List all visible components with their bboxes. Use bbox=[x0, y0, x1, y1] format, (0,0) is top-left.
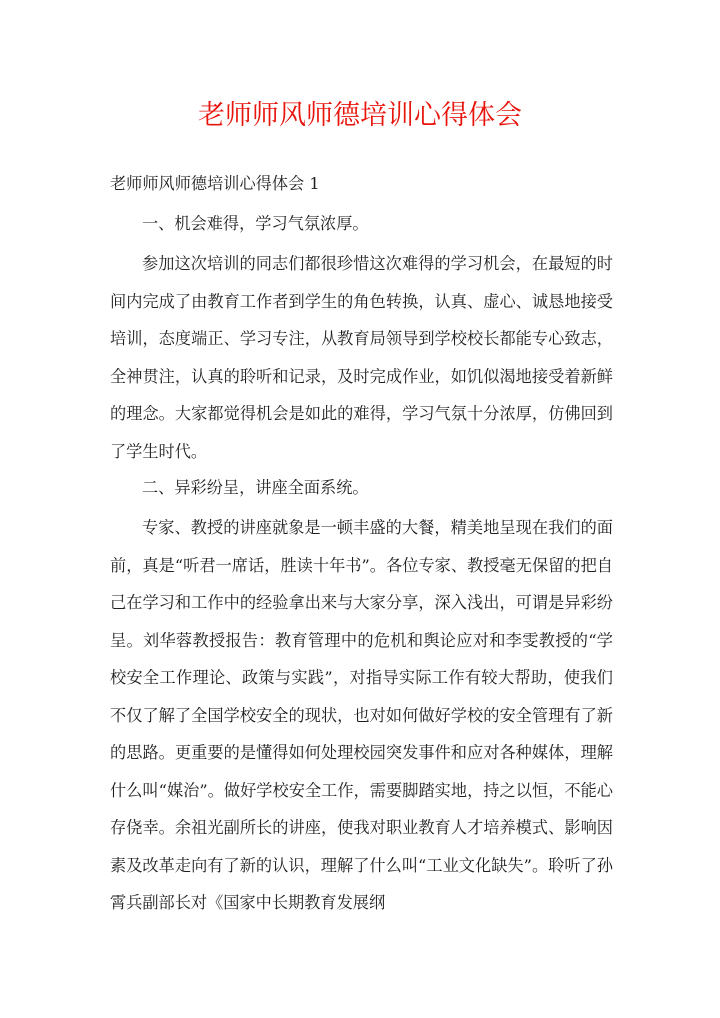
paragraph-1: 参加这次培训的同志们都很珍惜这次难得的学习机会，在最短的时间内完成了由教育工作者到学生的角色转换，认真、虚心、诚恳地接受培训，态度端正、学习专注，从教育局领导到学校校长都能专心致志，全神贯注，认真的聆听和记录，及时完成作业，如饥似渴地接受着新鲜的理念。大家都觉得机会是如此的难得，学习气氛十分浓厚，仿佛回到了学生时代。 bbox=[110, 254, 613, 461]
paragraph-2: 专家、教授的讲座就象是一顿丰盛的大餐，精美地呈现在我们的面前，真是“听君一席话，胜读十年书”。各位专家、教授毫无保留的把自己在学习和工作中的经验拿出来与大家分享，深入浅出，可谓是异彩纷呈。刘华蓉教授报告：教育管理中的危机和舆论应对和李雯教授的“学校安全工作理论、政策与实践”，对指导实际工作有较大帮助，使我们不仅了解了全国学校安全的现状，也对如何做好学校的安全管理有了新的思路。更重要的是懂得如何处理校园突发事件和应对各种媒体，理解什么叫“媒治”。做好学校安全工作，需要脚踏实地，持之以恒，不能心存侥幸。余祖光副所长的讲座，使我对职业教育人才培养模式、影响因素及改革走向有了新的认识，理解了什么叫“工业文化缺失”。聆听了孙霄兵副部长对《国家中长期教育发展纲 bbox=[110, 518, 613, 912]
section-heading-1: 一、机会难得，学习气氛浓厚。 bbox=[142, 214, 369, 233]
section-heading-2: 二、异彩纷呈，讲座全面系统。 bbox=[142, 478, 369, 497]
document-title: 老师师风师德培训心得体会 bbox=[198, 100, 522, 131]
document-subtitle: 老师师风师德培训心得体会 1 bbox=[110, 174, 320, 193]
document-body bbox=[110, 166, 613, 922]
